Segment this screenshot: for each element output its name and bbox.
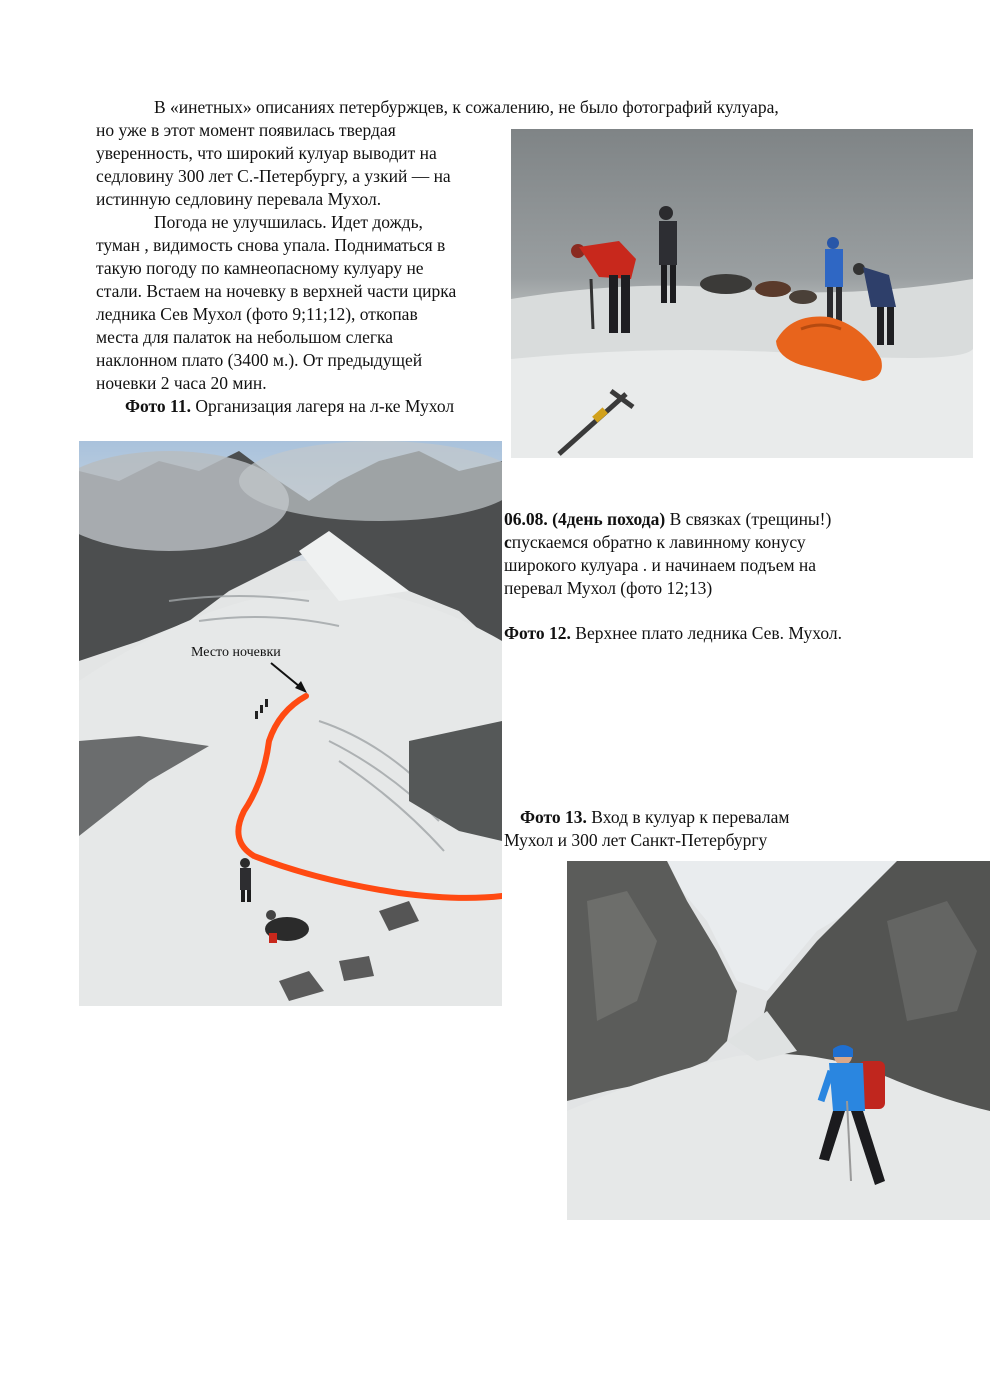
date-heading: 06.08. (4день похода): [504, 509, 666, 529]
caption-text: Верхнее плато ледника Сев. Мухол.: [570, 623, 843, 643]
photo-13-couloir-image: [567, 861, 990, 1220]
text-line-content: Погода не улучшилась. Идет дождь,: [154, 212, 423, 232]
text-line: наклонном плато (3400 м.). От предыдущей: [96, 350, 423, 370]
text-line: [504, 806, 789, 829]
paragraph-1-body: [96, 119, 451, 211]
text-line: широкого кулуара . и начинаем подъем на: [504, 555, 817, 575]
text-line: уверенность, что широкий кулуар выводит на: [96, 143, 437, 163]
text-line: [96, 211, 456, 234]
text-line: перевал Мухол (фото 12;13): [504, 578, 713, 598]
gear-pile: [700, 274, 752, 294]
paragraph-1-first-line: [96, 96, 779, 119]
text-line: седловину 300 лет С.-Петербургу, а узкий — на: [96, 166, 451, 186]
glacier-scene: [79, 441, 502, 1006]
bold-letter: с: [504, 532, 512, 552]
text-line: стали. Встаем на ночевку в верхней части цирка: [96, 281, 457, 301]
text-line: ночевки 2 часа 20 мин.: [96, 373, 267, 393]
couloir-scene: [567, 861, 990, 1220]
caption-number: Фото 12.: [504, 623, 571, 643]
text-line: ледника Сев Мухол (фото 9;11;12), откопав: [96, 304, 418, 324]
text-line: места для палаток на небольшом слегка: [96, 327, 394, 347]
paragraph-2-body: [96, 211, 456, 395]
photo-13-caption: [504, 806, 789, 852]
text-line: [504, 531, 831, 554]
text-line: [504, 508, 831, 531]
photo-12-glacier-image: [79, 441, 502, 1006]
text-line: такую погоду по камнеопасному кулуару не: [96, 258, 424, 278]
text-line-content: В связках (трещины!): [665, 509, 832, 529]
camp-scene: [511, 129, 973, 458]
text-line: истинную седловину перевала Мухол.: [96, 189, 382, 209]
photo-11-camp-image: [511, 129, 973, 458]
day-4-paragraph: [504, 508, 831, 600]
campsite-label: Место ночевки: [191, 645, 281, 660]
text-line-content: пускаемся обратно к лавинному конусу: [511, 532, 806, 552]
photo-12-caption: [504, 622, 842, 645]
caption-number: Фото 11.: [125, 396, 191, 416]
caption-number: Фото 13.: [520, 807, 587, 827]
text-line: Мухол и 300 лет Санкт-Петербургу: [504, 830, 768, 850]
text-line: но уже в этот момент появилась твердая: [96, 120, 396, 140]
caption-text: Вход в кулуар к перевалам: [586, 807, 790, 827]
caption-text: Организация лагеря на л-ке Мухол: [190, 396, 455, 416]
photo-11-caption: [125, 395, 454, 418]
paragraph-1-line-1-text: В «инетных» описаниях петербуржцев, к сожалению, не было фотографий кулуара,: [154, 97, 779, 117]
text-line: туман , видимость снова упала. Подниматься в: [96, 235, 446, 255]
